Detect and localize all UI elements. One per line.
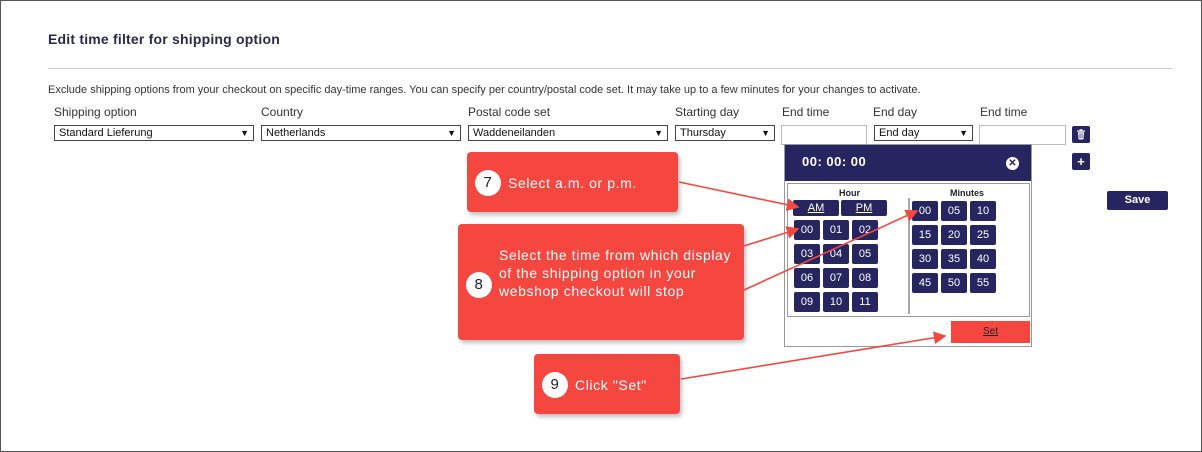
am-button[interactable]: AM (793, 200, 839, 216)
minute-cell-35[interactable]: 35 (941, 249, 967, 269)
triangle-down-icon: ▼ (959, 128, 968, 138)
hour-cell-11[interactable]: 11 (852, 292, 878, 312)
callout-text: Click "Set" (575, 377, 647, 393)
set-button[interactable]: Set (951, 321, 1030, 343)
callout-number: 9 (542, 372, 568, 398)
minute-cell-45[interactable]: 45 (912, 273, 938, 293)
label-postal-code-set: Postal code set (468, 105, 551, 119)
hour-cell-05[interactable]: 05 (852, 244, 878, 264)
hour-cell-04[interactable]: 04 (823, 244, 849, 264)
label-shipping-option: Shipping option (54, 105, 137, 119)
minute-cell-30[interactable]: 30 (912, 249, 938, 269)
postal-code-set-value: Waddeneilanden (473, 127, 556, 139)
hour-cell-08[interactable]: 08 (852, 268, 878, 288)
minute-cell-05[interactable]: 05 (941, 201, 967, 221)
hour-cell-06[interactable]: 06 (794, 268, 820, 288)
starting-day-value: Thursday (680, 127, 726, 139)
pm-button[interactable]: PM (841, 200, 887, 216)
callout-number: 7 (475, 170, 501, 196)
hour-cell-09[interactable]: 09 (794, 292, 820, 312)
minute-cell-20[interactable]: 20 (941, 225, 967, 245)
hour-cell-02[interactable]: 02 (852, 220, 878, 240)
minute-cell-55[interactable]: 55 (970, 273, 996, 293)
save-button[interactable]: Save (1107, 191, 1168, 210)
triangle-down-icon: ▼ (447, 128, 456, 138)
minute-cell-25[interactable]: 25 (970, 225, 996, 245)
triangle-down-icon: ▼ (240, 128, 249, 138)
page-title: Edit time filter for shipping option (48, 31, 280, 47)
hour-cell-07[interactable]: 07 (823, 268, 849, 288)
triangle-down-icon: ▼ (654, 128, 663, 138)
arrow-to-set (681, 336, 945, 379)
country-value: Netherlands (266, 127, 326, 139)
label-end-time-1: End time (782, 105, 830, 119)
label-country: Country (261, 105, 304, 119)
minute-cell-10[interactable]: 10 (970, 201, 996, 221)
minute-cell-50[interactable]: 50 (941, 273, 967, 293)
arrow-to-am (679, 182, 798, 207)
label-end-time-2: End time (980, 105, 1028, 119)
label-end-day: End day (873, 105, 918, 119)
intro-text: Exclude shipping options from your checkout on specific day-time ranges. You can specify per country/postal code set. It may take up to a few minutes for your changes to activate. (48, 84, 921, 96)
close-icon[interactable]: ✕ (1006, 157, 1019, 170)
callout-text: Select the time from which display of the shipping option in your webshop checkout will stop (499, 247, 732, 299)
callout-number: 8 (466, 272, 492, 298)
minute-cell-40[interactable]: 40 (970, 249, 996, 269)
callout-text: Select a.m. or p.m. (508, 175, 637, 191)
arrow-to-hours (744, 229, 798, 246)
shipping-option-value: Standard Lieferung (59, 127, 153, 139)
arrow-to-minutes (744, 211, 917, 290)
hour-cell-01[interactable]: 01 (823, 220, 849, 240)
minute-cell-00[interactable]: 00 (912, 201, 938, 221)
annotation-arrows (1, 1, 1202, 452)
hour-cell-10[interactable]: 10 (823, 292, 849, 312)
label-starting-day: Starting day (675, 105, 740, 119)
plus-icon: + (1077, 154, 1085, 169)
minutes-label: Minutes (950, 188, 985, 198)
minute-cell-15[interactable]: 15 (912, 225, 938, 245)
time-display: 00: 00: 00 (802, 154, 867, 169)
hour-label: Hour (839, 188, 860, 198)
triangle-down-icon: ▼ (761, 128, 770, 138)
hour-cell-03[interactable]: 03 (794, 244, 820, 264)
hour-cell-00[interactable]: 00 (794, 220, 820, 240)
end-day-value: End day (879, 127, 920, 139)
